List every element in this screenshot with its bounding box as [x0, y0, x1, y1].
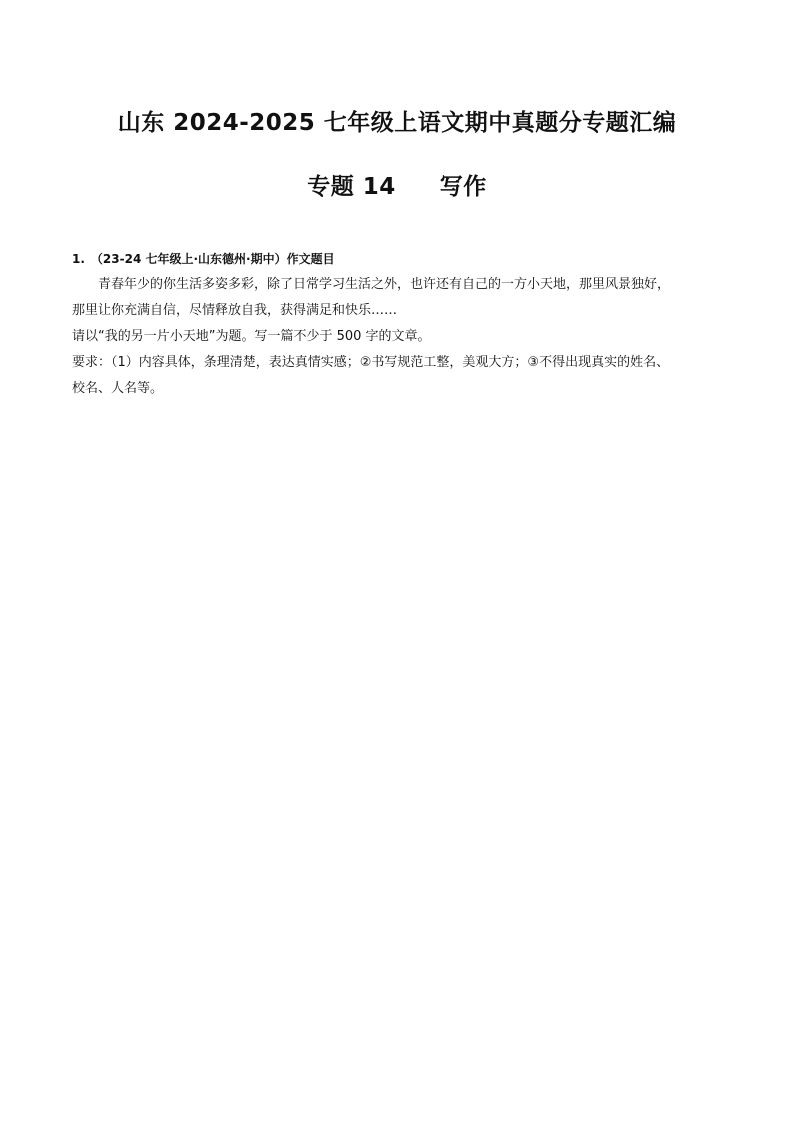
question-block — [72, 246, 732, 402]
topic-name: 写作 — [439, 174, 487, 200]
question-body — [72, 272, 732, 402]
document-title: 山东 2024-2025 七年级上语文期中真题分专题汇编 — [117, 110, 677, 136]
question-header — [72, 246, 732, 272]
requirements-line-2: 校名、人名等。 — [72, 381, 164, 396]
intro-text-line-2: 那里让你充满自信，尽情释放自我，获得满足和快乐…… — [72, 303, 398, 318]
question-source: （23-24 七年级上·山东德州·期中）作文题目 — [90, 252, 335, 266]
requirements-line-1: 要求：（1）内容具体，条理清楚，表达真情实感；②书写规范工整，美观大方；③不得出现真实的姓名、 — [72, 355, 670, 370]
question-number: 1. — [72, 252, 85, 266]
topic-number: 专题 14 — [307, 174, 396, 200]
intro-text-line-1: 青春年少的你生活多姿多彩，除了日常学习生活之外，也许还有自己的一方小天地，那里风景独好， — [98, 277, 671, 292]
writing-prompt: 请以“我的另一片小天地”为题。写一篇不少于 500 字的文章。 — [72, 329, 431, 344]
topic-heading — [0, 168, 794, 201]
